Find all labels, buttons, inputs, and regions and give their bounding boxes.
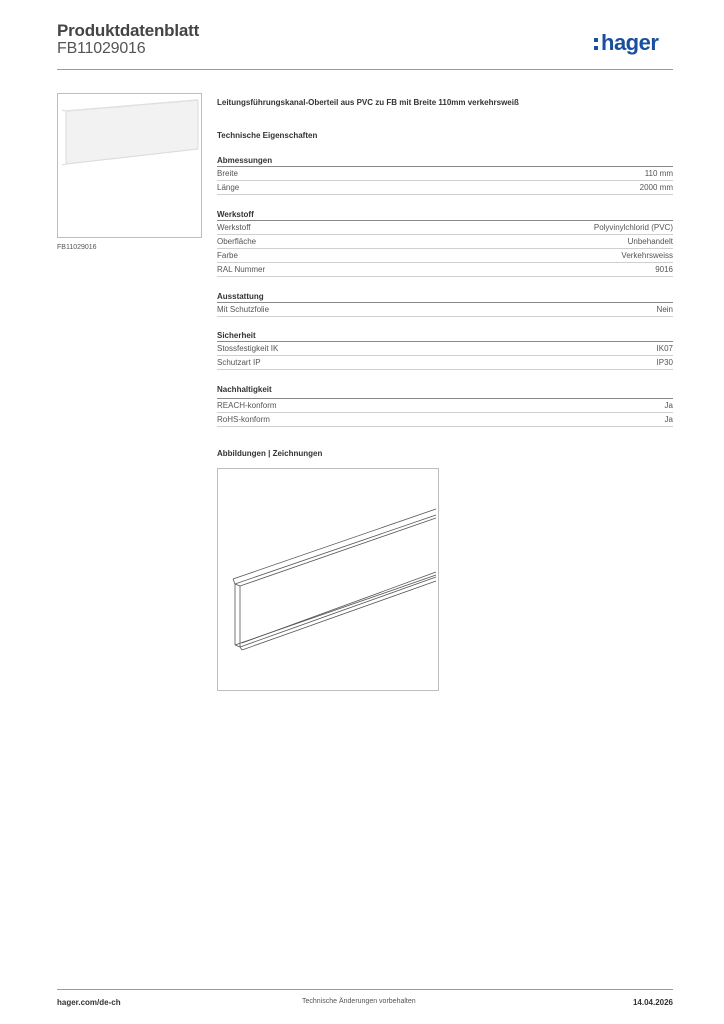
property-value: Ja bbox=[664, 415, 673, 424]
group-abmessungen bbox=[217, 155, 673, 195]
property-label: RAL Nummer bbox=[217, 265, 266, 274]
group-title: Abmessungen bbox=[217, 155, 673, 167]
property-value: Ja bbox=[664, 401, 673, 410]
property-label: Werkstoff bbox=[217, 223, 251, 232]
page-title: Produktdatenblatt bbox=[57, 21, 200, 40]
property-value: 9016 bbox=[655, 265, 673, 274]
property-row bbox=[217, 263, 673, 277]
product-description: Leitungsführungskanal-Oberteil aus PVC zu FB mit Breite 110mm verkehrsweiß bbox=[217, 98, 519, 107]
property-label: Farbe bbox=[217, 251, 238, 260]
property-value: 2000 mm bbox=[639, 183, 673, 192]
property-value: Nein bbox=[656, 305, 673, 314]
property-value: Polyvinylchlorid (PVC) bbox=[593, 223, 673, 232]
property-row bbox=[217, 342, 673, 356]
group-nachhaltigkeit bbox=[217, 384, 673, 427]
group-ausstattung bbox=[217, 291, 673, 317]
thumbnail-caption: FB11029016 bbox=[57, 244, 97, 251]
hager-logo bbox=[593, 27, 673, 57]
property-label: Schutzart IP bbox=[217, 358, 261, 367]
property-label: Stossfestigkeit IK bbox=[217, 344, 279, 353]
technical-drawing bbox=[217, 468, 439, 691]
property-row bbox=[217, 167, 673, 181]
property-label: Mit Schutzfolie bbox=[217, 305, 270, 314]
group-title: Werkstoff bbox=[217, 209, 673, 221]
property-row bbox=[217, 221, 673, 235]
property-row bbox=[217, 413, 673, 427]
property-row bbox=[217, 399, 673, 413]
property-value: IK07 bbox=[656, 344, 673, 353]
property-row bbox=[217, 356, 673, 370]
property-label: REACH-konform bbox=[217, 401, 277, 410]
property-label: Oberfläche bbox=[217, 237, 257, 246]
footer-date: 14.04.2026 bbox=[632, 998, 673, 1007]
section-title: Technische Eigenschaften bbox=[217, 131, 318, 140]
article-number: FB11029016 bbox=[57, 40, 146, 57]
group-title: Sicherheit bbox=[217, 330, 673, 342]
product-thumbnail bbox=[57, 93, 202, 238]
property-value: Unbehandelt bbox=[627, 237, 673, 246]
property-row bbox=[217, 235, 673, 249]
property-row bbox=[217, 181, 673, 195]
property-label: Breite bbox=[217, 169, 238, 178]
footer-website-link[interactable]: hager.com/de-ch bbox=[57, 998, 121, 1007]
group-title: Nachhaltigkeit bbox=[217, 384, 673, 399]
property-row bbox=[217, 303, 673, 317]
group-werkstoff bbox=[217, 209, 673, 277]
property-value: 110 mm bbox=[644, 169, 673, 178]
svg-text:hager: hager bbox=[601, 30, 659, 55]
property-value: IP30 bbox=[656, 358, 673, 367]
property-label: RoHS-konform bbox=[217, 415, 270, 424]
figures-title: Abbildungen | Zeichnungen bbox=[217, 449, 323, 458]
footer-divider bbox=[57, 989, 673, 990]
property-label: Länge bbox=[217, 183, 240, 192]
cable-duct-drawing-icon bbox=[218, 469, 438, 690]
header-divider bbox=[57, 69, 673, 70]
property-value: Verkehrsweiss bbox=[621, 251, 673, 260]
group-title: Ausstattung bbox=[217, 291, 673, 303]
group-sicherheit bbox=[217, 330, 673, 370]
product-photo-icon bbox=[58, 94, 201, 237]
footer-notice: Technische Änderungen vorbehalten bbox=[302, 998, 416, 1005]
property-row bbox=[217, 249, 673, 263]
